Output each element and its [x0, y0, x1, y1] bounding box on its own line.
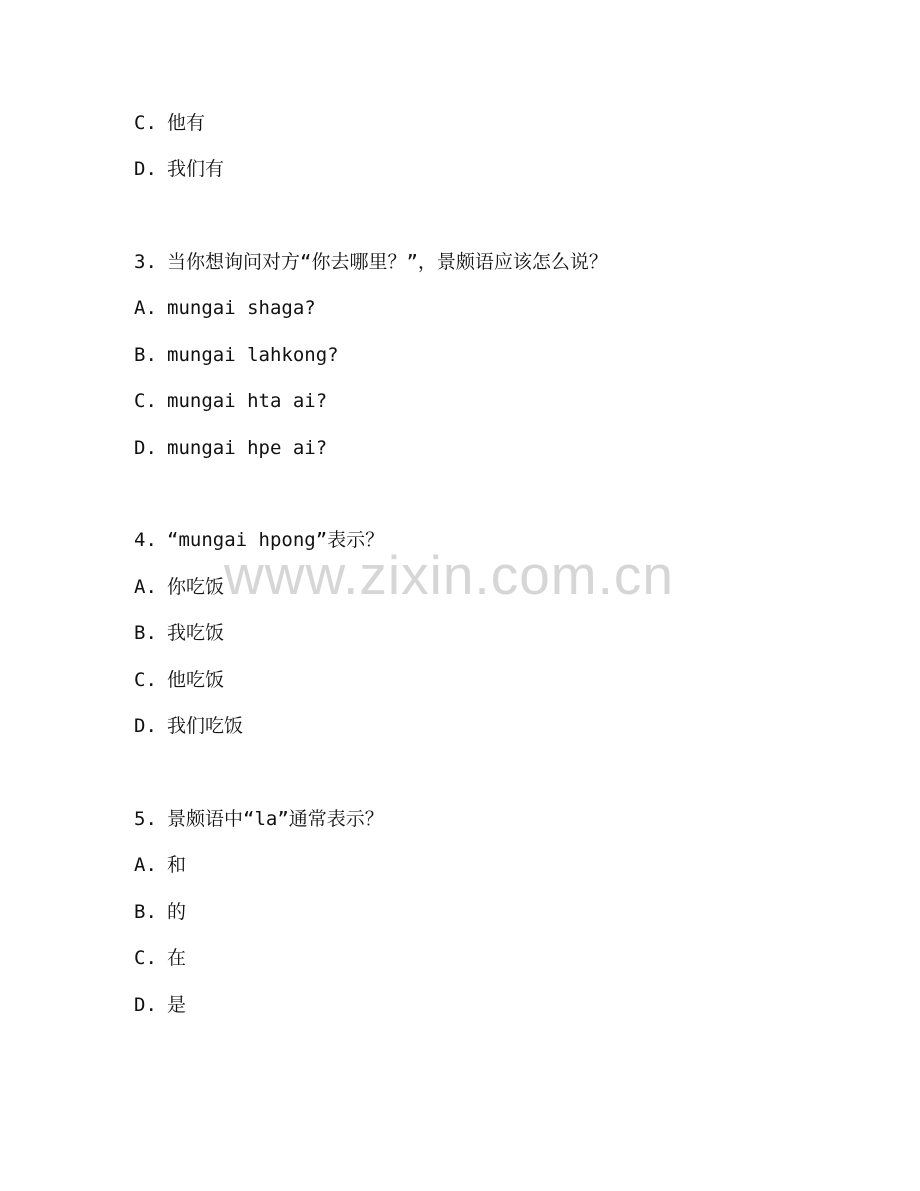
question-text: 当你想询问对方“你去哪里？”，景颇语应该怎么说？	[167, 251, 608, 273]
option-letter: B.	[134, 901, 157, 923]
question-number: 4.	[134, 529, 157, 551]
q4-option-d	[134, 714, 243, 738]
option-letter: C.	[134, 669, 157, 691]
option-text: 你吃饭	[167, 576, 225, 598]
q3-option-c	[134, 389, 327, 413]
q4-option-a	[134, 575, 224, 599]
q5-option-c	[134, 946, 186, 970]
option-text: 我吃饭	[167, 622, 225, 644]
option-letter: D.	[134, 437, 157, 459]
watermark: www.zixin.com.cn	[224, 544, 674, 606]
q3-option-a	[134, 296, 316, 320]
q2-option-d	[134, 157, 224, 181]
option-text: mungai hta ai?	[167, 390, 328, 412]
q2-option-c	[134, 111, 205, 135]
q3-option-d	[134, 436, 327, 460]
option-letter: D.	[134, 158, 157, 180]
option-text: mungai shaga?	[167, 297, 316, 319]
option-text: 我们有	[167, 158, 225, 180]
option-letter: B.	[134, 622, 157, 644]
option-text: 他有	[167, 112, 206, 134]
q5-option-b	[134, 900, 186, 924]
option-letter: C.	[134, 112, 157, 134]
option-text: mungai lahkong?	[167, 344, 339, 366]
question-text: “mungai hpong”表示？	[167, 529, 385, 551]
option-text: 我们吃饭	[167, 715, 244, 737]
option-letter: A.	[134, 576, 157, 598]
option-letter: B.	[134, 344, 157, 366]
option-letter: C.	[134, 390, 157, 412]
q4-question	[134, 528, 384, 552]
option-letter: D.	[134, 994, 157, 1016]
option-letter: C.	[134, 947, 157, 969]
option-text: mungai hpe ai?	[167, 437, 328, 459]
option-text: 是	[167, 994, 187, 1016]
q3-option-b	[134, 343, 339, 367]
q3-question	[134, 250, 608, 274]
option-letter: A.	[134, 297, 157, 319]
option-text: 在	[167, 947, 187, 969]
option-letter: D.	[134, 715, 157, 737]
q5-option-d	[134, 993, 186, 1017]
q4-option-c	[134, 668, 224, 692]
question-number: 3.	[134, 251, 157, 273]
option-text: 的	[167, 901, 187, 923]
q5-option-a	[134, 853, 186, 877]
q4-option-b	[134, 621, 224, 645]
option-text: 他吃饭	[167, 669, 225, 691]
question-number: 5.	[134, 808, 157, 830]
option-letter: A.	[134, 854, 157, 876]
question-text: 景颇语中“la”通常表示？	[167, 808, 384, 830]
q5-question	[134, 807, 384, 831]
option-text: 和	[167, 854, 187, 876]
